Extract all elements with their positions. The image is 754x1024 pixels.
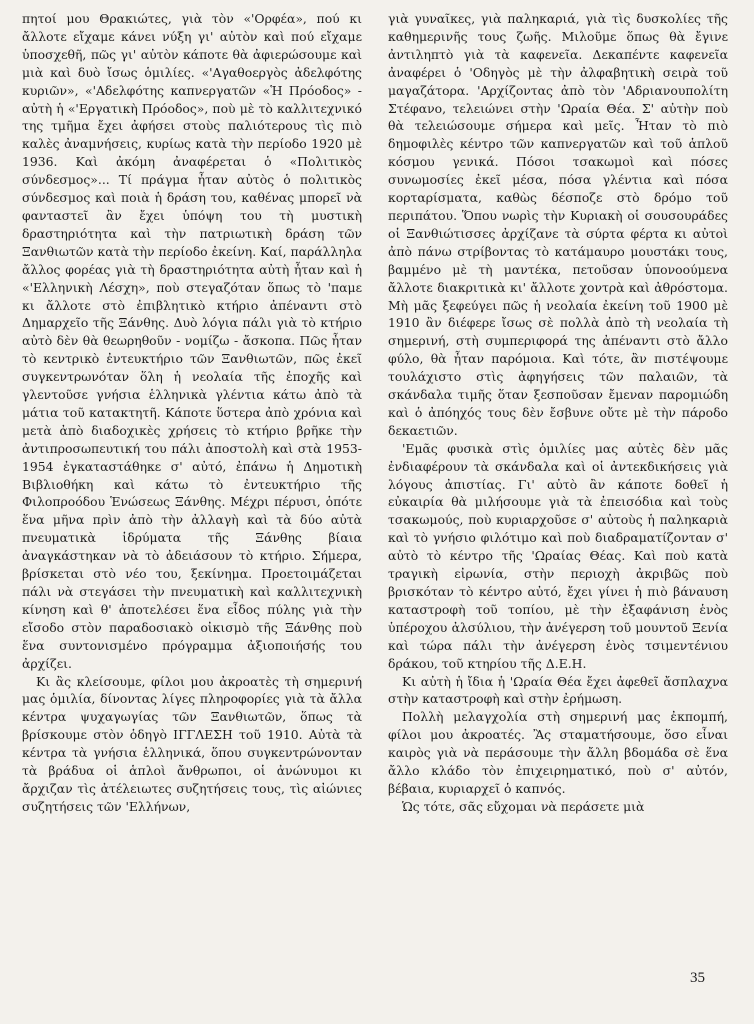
paragraph: 'Εμᾶς φυσικὰ στὶς ὁμιλίες μας αὐτὲς δὲν μᾶς ἐνδιαφέρουν τὰ σκάνδαλα καὶ οἱ ἀντεκδικήσεις γιὰ λόγους ἀπιστίας. Γι' αὐτὸ ἂν κάποτε δοθεῖ ἡ εὐκαιρία θὰ μιλήσουμε γιὰ τὰ ἐπεισόδια καὶ τοὺς τσακωμούς, ποὺ κυριαρχοῦσε σ' αὐτοὺς ἡ παληκαριὰ καὶ τὸ γνήσιο φιλότιμο καὶ ποὺ διαδραματίζονταν σ' αὐτὸ τὸ κέντρο τῆς 'Ωραίας Θέας. Καὶ ποὺ κατὰ τραγικὴ εἰρωνία, στὴν περιοχὴ ἀκριβῶς ποὺ βρισκόταν τὸ κέντρο αὐτό, ἔχει γίνει ἡ πιὸ βάναυση καταστροφὴ τοῦ τοπίου, μὲ τὴν ἐξαφάνιση ἑνὸς ὑπέροχου ἀλσύλιου, τὴν ἀνέγερση τοῦ μουντοῦ Ξενία καὶ τώρα πάλι τὴν ἀνέγερση ἑνὸς τσιμεντένιου δράκου, τοῦ κτηρίου τῆς Δ.Ε.Η. [388, 440, 728, 671]
left-text-column [22, 10, 362, 816]
paragraph: Πολλὴ μελαγχολία στὴ σημερινή μας ἐκπομπή, φίλοι μου ἀκροατές. Ἂς σταματήσουμε, ὅσο εἶναι καιρὸς γιὰ νὰ περάσουμε τὴν ἄλλη βδομάδα σὲ ἕνα ἄλλο κλάδο τὸν ἐπιχειρηματικό, ποὺ σ' αὐτόν, βέβαια, κυριαρχεῖ ὁ καπνός. [388, 709, 728, 796]
paragraph: Κι αὐτὴ ἡ ἴδια ἡ 'Ωραία Θέα ἔχει ἀφεθεῖ ἄσπλαχνα στὴν καταστροφὴ καὶ στὴν ἐρήμωση. [388, 673, 728, 707]
page-number: 35 [690, 970, 705, 986]
right-text-column [388, 10, 728, 816]
paragraph: γιὰ γυναῖκες, γιὰ παληκαριά, γιὰ τὶς δυσκολίες τῆς καθημερινῆς τους ζωῆς. Μιλοῦμε ὅπως θὰ ἔγινε ἀντιληπτὸ γιὰ τὰ καφενεῖα. Δεκαπέντε καφενεῖα ἀναφέρει ὁ 'Οδηγὸς μὲ τὴν ἀλφαβητικὴ σειρὰ τοῦ μαγαζάτορα. 'Αρχίζοντας ἀπὸ τὸν 'Αδριανουπολίτη Στέφανο, τελειώνει στὴν 'Ωραία Θέα. Σ' αὐτὴν ποὺ θὰ τελειώσουμε σήμερα καὶ μεῖς. Ἦταν τὸ πιὸ δημοφιλὲς κέντρο τῶν καπνεργατῶν καὶ τοῦ ἁπλοῦ κόσμου γενικά. Πόσοι τσακωμοὶ καὶ πόσες συνωμοσίες ἐκεῖ μέσα, πόσα γλέντια καὶ πόσα κορταρίσματα, καθὼς δέσποζε στὸ δρόμο τοῦ περιπάτου. Ὅπου νωρὶς τὴν Κυριακὴ οἱ σουσουράδες οἱ Ξανθιώτισσες ἀρχίζανε τὰ σύρτα φέρτα κι αὐτοὶ ἀπὸ πάνω στρίβοντας τὸ κατάμαυρο μουστάκι τους, βαμμένο μὲ τὴ μαντέκα, πετοῦσαν ὑπονοούμενα ἄλλοτε διακριτικὰ κι' ἄλλοτε χοντρὰ καὶ ἀθρόστομα. Μὴ μᾶς ξεφεύγει πῶς ἡ νεολαία ἐκείνη τοῦ 1900 μὲ 1910 ἂν διέφερε ἴσως σὲ πολλὰ ἀπὸ τὴ νεολαία τὴ σημερινή, στὴ συμπεριφορά της ἀπέναντι στὸ ἄλλο φύλο, θὰ ἦταν παρόμοια. Καὶ τότε, ἂν πιστέψουμε τουλάχιστο στὶς ἀφηγήσεις τῶν παλαιῶν, τὰ σκάνδαλα τιμῆς ὅταν ξεσποῦσαν ἔμεναν παρομιώδη καὶ ὁ ἀπόηχός τους δὲν ἔσβυνε οὔτε μὲ τὴν πάροδο δεκαετιῶν. [388, 11, 728, 438]
paragraph: πητοί μου Θρακιώτες, γιὰ τὸν «'Ορφέα», πού κι ἄλλοτε εἴχαμε κάνει νύξη γι' αὐτὸν καὶ πού εἴχαμε ὑποσχεθῆ, πῶς γι' αὐτὸν κάποτε θὰ ἀφιερώσουμε καὶ μιὰ καὶ δυὸ ἴσως ὁμιλίες. «'Αγαθοεργὸς ἀδελφότης κυριῶν», «'Αδελφότης καπνεργατῶν «Ἡ Πρόοδος» - αὐτὴ ἡ «'Εργατικὴ Πρόοδος», ποὺ μὲ τὸ καλλιτεχνικό της τμῆμα ἔχει ἀφήσει στοὺς παλιότερους τὶς πιὸ καλὲς ἀναμνήσεις, κυρίως κατὰ τὴν περίοδο 1920 μὲ 1936. Καὶ ἀκόμη ἀναφέρεται ὁ «Πολιτικὸς σύνδεσμος»... Τί πράγμα ἦταν αὐτὸς ὁ πολιτικὸς σύνδεσμος καὶ ποιὰ ἡ δράση του, καθένας μπορεῖ νὰ φανταστεῖ ἂν ἔχει ὑπόψη του τὴ μυστικὴ δραστηριότητα καὶ τὴν πατριωτικὴ δράση τῶν Ξανθιωτῶν κατὰ τὴν περίοδο ἐκείνη. Καί, παράλληλα ἄλλος φορέας γιὰ τὴ δραστηριότητα αὐτὴ ἦταν καὶ ἡ «'Ελληνικὴ Λέσχη», ποὺ στεγαζόταν ὅπως τὸ 'παμε κι ἄλλοτε στὸ ἐπιβλητικὸ κτήριο ἀπέναντι στὸ Δημαρχεῖο τῆς Ξάνθης. Δυὸ λόγια πάλι γιὰ τὸ κτήριο αὐτὸ δὲν θὰ θεωρηθοῦν - νομίζω - ἄσκοπα. Πῶς ἦταν τὸ κεντρικὸ ἐντευκτήριο τῶν Ξανθιωτῶν, πῶς ἐκεῖ συγκεντρωνόταν ὅλη ἡ νεολαία τῆς ἐποχῆς καὶ γλεντοῦσε γνήσια ἑλληνικὰ γλέντια κάτω ἀπὸ τὰ μάτια τοῦ κατακτητῆ. Κάποτε ὕστερα ἀπὸ χρόνια καὶ μετὰ ἀπὸ διαδοχικὲς χρήσεις τὸ κτήριο βρῆκε τὴν ἀντιπροσωπευτική του πάλι ἀποστολὴ καὶ στὰ 1953-1954 ἐγκαταστάθηκε σ' αὐτό, ἐπάνω ἡ Δημοτικὴ Βιβλιοθήκη καὶ κάτω τὸ ἐντευκτήριο τῆς Φιλοπροόδου Ἑνώσεως Ξάνθης. Μέχρι πέρυσι, ὁπότε ἕνα μῆνα πρὶν ἀπὸ τὴν ἀλλαγὴ καὶ τὰ δύο αὐτὰ πνευματικὰ ἱδρύματα τῆς Ξάνθης βίαια ἀναγκάστηκαν νὰ τὸ ἀδειάσουν τὸ κτήριο. Σήμερα, βρίσκεται στὸ νέο του, ξεκίνημα. Προετοιμάζεται πάλι νὰ στεγάσει τὴν πνευματικὴ καὶ καλλιτεχνικὴ κίνηση καὶ θ' ἀποτελέσει ἕνα εἶδος πύλης γιὰ τὴν εἴσοδο στὸν παραδοσιακὸ οἰκισμὸ τῆς Ξάνθης ποὺ ἕνα συντονισμένο πρόγραμμα ἀξιοποιήσής του ἀρχίζει. [22, 11, 362, 671]
paragraph: Ὡς τότε, σᾶς εὔχομαι νὰ περάσετε μιὰ [402, 798, 645, 814]
paragraph: Κι ἂς κλείσουμε, φίλοι μου ἀκροατὲς τὴ σημερινή μας ὁμιλία, δίνοντας λίγες πληροφορίες γιὰ τὰ ἄλλα κέντρα ψυχαγωγίας τῶν Ξανθιωτῶν, ὅπως τὰ βρίσκουμε στὸν ὁδηγὸ ΙΓΓΛΕΣΗ τοῦ 1910. Αὐτὰ τὰ κέντρα τὰ γνήσια ἑλληνικά, ὅπου συγκεντρώνονταν τὰ βράδυα οἱ ἁπλοὶ ἄνθρωποι, οἱ ἀνώνυμοι κι ἄρχιζαν τὶς ἀτέλειωτες συζητήσεις τους, τὶς αἰώνιες συζητήσεις τῶν 'Ελλήνων, [22, 673, 362, 814]
